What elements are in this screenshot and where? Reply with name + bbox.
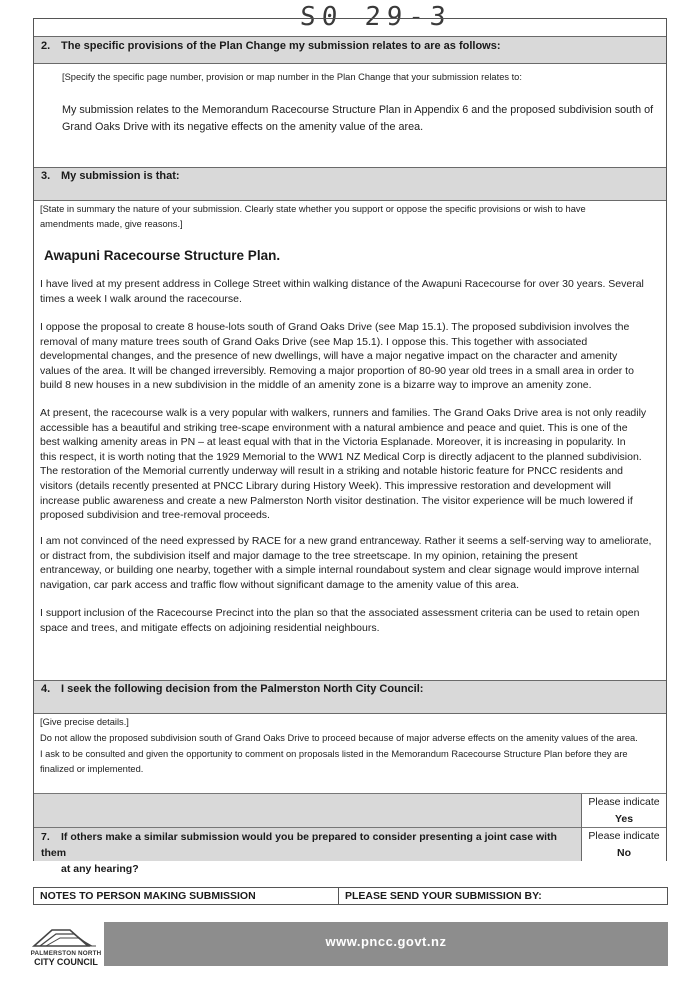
website-link[interactable]: www.pncc.govt.nz <box>325 934 447 949</box>
paragraph-line: I oppose the proposal to create 8 house-lots south of Grand Oaks Drive (see Map 15.1). The proposed subdivision involves the <box>40 321 630 333</box>
handwritten-reference: S0 29-3 <box>298 2 453 32</box>
paragraph-line: increase public awareness and create a new Palmerston North visitor destination. The visitor experience will be much lowered if <box>40 494 633 507</box>
section-2-response-line: Grand Oaks Drive with its negative effects on the amenity value of the area. <box>62 121 424 133</box>
section-2-heading: The specific provisions of the Plan Change my submission relates to are as follows: <box>61 40 501 52</box>
section-3-header <box>34 167 666 201</box>
section-4-header <box>34 680 666 714</box>
paragraph-line: developmental changes, and the presence of new dwellings, will have a major negative impact on the character and amenity <box>40 350 618 363</box>
section-6-indicate-cell <box>582 794 666 827</box>
section-2-hint: [Specify the specific page number, provision or map number in the Plan Change that your submission relates to: <box>62 72 522 82</box>
section-3-hint-line: [State in summary the nature of your submission. Clearly state whether you support or oppose the specific provisions or wish to have <box>40 204 586 214</box>
section-6-value: Yes <box>614 813 634 825</box>
paragraph-line: I have lived at my present address in College Street within walking distance of the Awapuni Racecourse for over 30 years. Several <box>40 278 644 290</box>
logo-text-line1: PALMERSTON NORTH <box>30 950 102 957</box>
section-2-response-line: My submission relates to the Memorandum Racecourse Structure Plan in Appendix 6 and the proposed subdivision south of <box>62 104 654 116</box>
paragraph-line: this respect, it is worth noting that the 1929 Memorial to the WW1 NZ Medical Corp is directly adjacent to the planned subdivision. <box>40 450 642 463</box>
section-7-question-line: If others make a similar submission would you be prepared to consider presenting a joint case with them <box>41 831 557 859</box>
paragraph-line: entranceway, or building one nearby, together with a simple internal roundabout system and clear signage would improve internal <box>40 564 640 577</box>
section-6-indicate-label: Please indicate <box>588 796 660 808</box>
section-3-number: 3. <box>41 170 51 182</box>
paragraph-line: removal of many mature trees south of Grand Oaks Drive (see Map 15.1). I oppose this. This together with associated <box>40 335 588 348</box>
notes-label: NOTES TO PERSON MAKING SUBMISSION <box>40 890 256 902</box>
notes-divider <box>338 888 339 904</box>
paragraph-line: proposed subdivision and tree-removal proceeds. <box>40 509 270 522</box>
paragraph-line: accessible has a beautiful and striking tree-scape environment with a natural ambience and peace and quiet. This is one of the <box>40 421 628 434</box>
paragraph-line: I support inclusion of the Racecourse Precinct into the plan so that the associated assessment criteria can be used to retain open <box>40 607 640 619</box>
section-2-number: 2. <box>41 40 51 52</box>
paragraph-line: times a week I walk around the racecourse. <box>40 292 242 305</box>
paragraph-line: navigation, car park access and traffic flow without significant damage to the amenity value of this area. <box>40 578 519 591</box>
section-7-question <box>41 829 577 877</box>
paragraph-line: I am not convinced of the need expressed by RACE for a new grand entranceway. Rather it seems a self-serving way to ameliorate, <box>40 535 652 547</box>
paragraph-line: At present, the racecourse walk is a very popular with walkers, runners and families. The Grand Oaks Drive area is not only readily <box>40 407 647 419</box>
section-4-heading: I seek the following decision from the Palmerston North City Council: <box>61 683 424 695</box>
decision-line: finalized or implemented. <box>40 764 144 774</box>
section-3-heading: My submission is that: <box>61 170 180 182</box>
section-3-hint-line: amendments made, give reasons.] <box>40 219 183 229</box>
submission-paragraph-4 <box>40 534 665 592</box>
paragraph-line: The restoration of the Memorial currently underway will result in a striking and notable historic feature for PNCC residents and <box>40 465 624 478</box>
paragraph-line: best walking amenity areas in PN – at least equal with that in the Victoria Esplanade. Moreover, it is increasing in popularity. In <box>40 436 626 449</box>
decision-line: I ask to be consulted and given the opportunity to comment on proposals listed in the Memorandum Racecourse Structure Plan before they are <box>40 748 628 759</box>
submission-paragraph-1 <box>40 277 665 306</box>
submission-title: Awapuni Racecourse Structure Plan. <box>44 248 281 263</box>
logo-text-line2: CITY COUNCIL <box>34 957 98 967</box>
section-7-indicate-cell <box>582 828 666 861</box>
section-4-response <box>40 731 665 778</box>
footer-band <box>104 922 668 966</box>
section-7-indicate-label: Please indicate <box>588 830 660 842</box>
section-4-hint: [Give precise details.] <box>40 717 129 727</box>
paragraph-line: build 8 new houses in a new subdivision in the middle of an amenity zone is a bizarre way to improve an amenity zone. <box>40 379 592 392</box>
section-7-number: 7. <box>41 831 50 843</box>
section-7-question-line: at any hearing? <box>61 863 139 875</box>
section-4-number: 4. <box>41 683 51 695</box>
section-6-row <box>34 794 582 827</box>
send-label: PLEASE SEND YOUR SUBMISSION BY: <box>345 890 542 902</box>
paragraph-line: values of the area. It will be changed irreversibly. Removing a major proportion of 80-90 year old trees in a small area in order to <box>40 364 634 377</box>
section-3-hint <box>40 202 660 232</box>
section-2-response <box>62 102 662 136</box>
paragraph-line: space and trees, and mitigate effects on adjoining residential neighbours. <box>40 621 380 634</box>
submission-paragraph-2 <box>40 320 665 393</box>
section-2-header <box>34 36 666 64</box>
submission-paragraph-3 <box>40 406 665 523</box>
paragraph-line: or distract from, the subdivision itself and major damage to the tree streetscape. In my opinion, retaining the present <box>40 549 578 562</box>
section-7-value: No <box>617 847 631 859</box>
decision-line: Do not allow the proposed subdivision south of Grand Oaks Drive to proceed because of major adverse effects on the amenity values of the area. <box>40 733 638 743</box>
paragraph-line: visitors (details recently presented at PNCC Library during History Week). This impressive restoration and development will <box>40 479 611 492</box>
submission-paragraph-5 <box>40 606 665 635</box>
table-divider <box>581 794 582 861</box>
notes-bar <box>33 887 668 905</box>
